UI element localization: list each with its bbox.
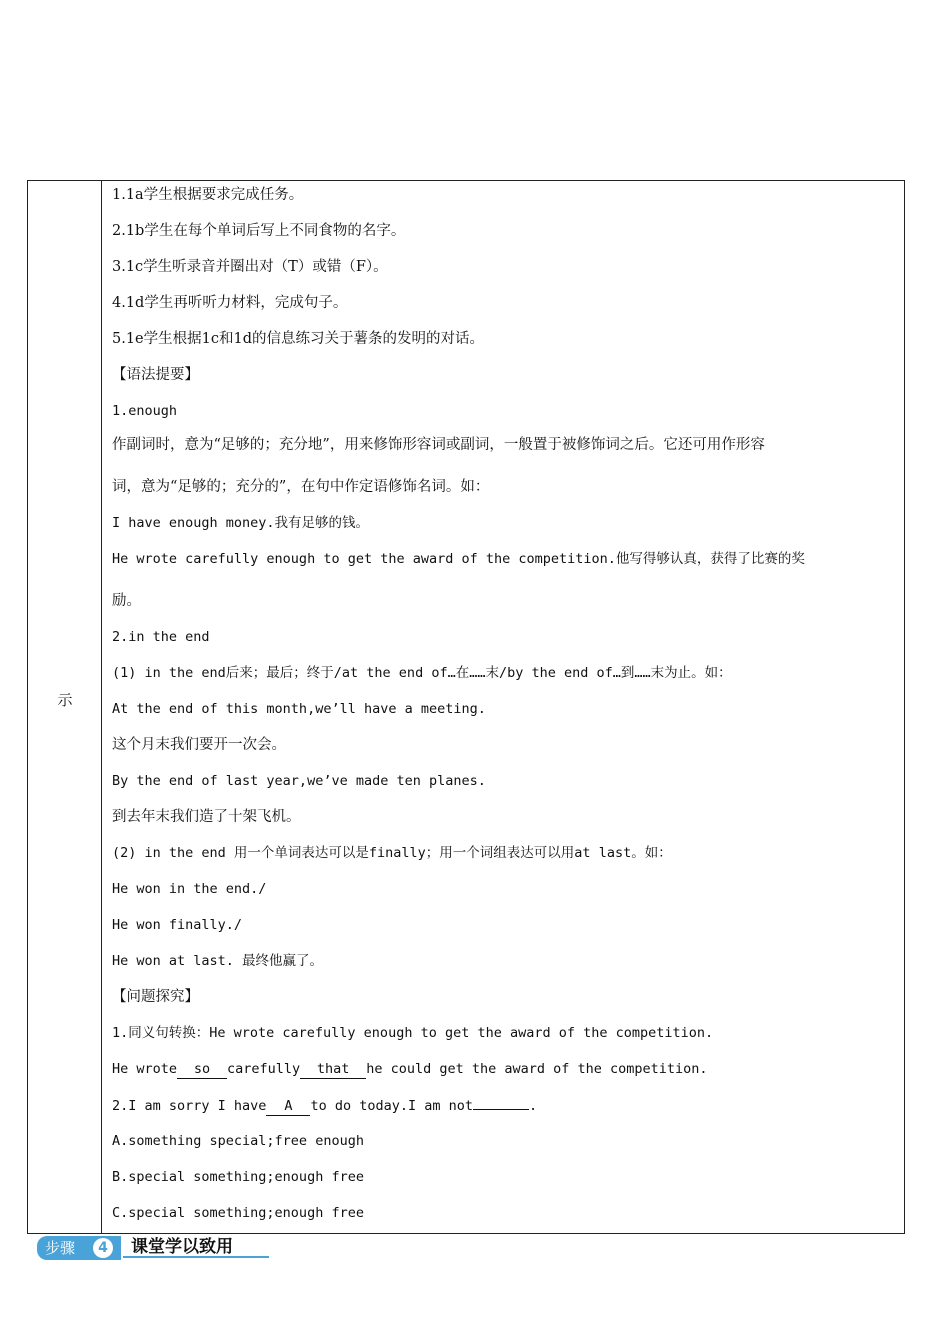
q2-end: . — [529, 1098, 538, 1114]
step-number-badge: 4 — [93, 1238, 113, 1258]
question-2 — [112, 1095, 537, 1116]
grammar-heading: 【语法提要】 — [112, 367, 199, 383]
option-a: A.something special;free enough — [112, 1133, 364, 1149]
task-line-2: 2.1b学生在每个单词后写上不同食物的名字。 — [112, 223, 406, 239]
left-column-label: 示 — [57, 691, 73, 709]
question-1-answer — [112, 1059, 708, 1079]
q1-answer-blank-1: so — [177, 1061, 227, 1079]
content-table — [27, 180, 905, 1234]
grammar-item-2-example-2-en: By the end of last year,we’ve made ten planes. — [112, 773, 486, 789]
q2-middle: to do today.I am not — [310, 1098, 473, 1114]
task-line-4: 4.1d学生再听听力材料，完成句子。 — [112, 295, 348, 311]
inquiry-heading: 【问题探究】 — [112, 989, 199, 1005]
grammar-item-2-example-4: He won finally./ — [112, 917, 243, 933]
grammar-item-1-example-1: I have enough money.我有足够的钱。 — [112, 515, 370, 531]
grammar-item-1-desc-a: 作副词时，意为“足够的；充分地”，用来修饰形容词或副词，一般置于被修饰词之后。它还可用作形容 — [112, 437, 765, 453]
question-1: 1.同义句转换：He wrote carefully enough to get the award of the competition. — [112, 1025, 714, 1041]
task-line-5: 5.1e学生根据1c和1d的信息练习关于薯条的发明的对话。 — [112, 331, 484, 347]
q1-answer-middle: carefully — [227, 1061, 301, 1077]
step-title: 课堂学以致用 — [123, 1236, 269, 1258]
q1-answer-suffix: he could get the award of the competition. — [366, 1061, 708, 1077]
step-header — [37, 1236, 269, 1260]
q2-empty-blank — [473, 1095, 529, 1110]
step-label: 步骤 — [45, 1239, 76, 1257]
grammar-item-2-example-3: He won in the end./ — [112, 881, 267, 897]
q1-answer-blank-2: that — [300, 1061, 366, 1079]
grammar-item-2-point-1: (1) in the end后来；最后；终于/at the end of…在……末/by the end of…到……末为止。如： — [112, 665, 732, 681]
task-line-1: 1.1a学生根据要求完成任务。 — [112, 187, 304, 203]
grammar-item-2-example-2-cn: 到去年末我们造了十架飞机。 — [112, 809, 301, 825]
grammar-item-2-title: 2.in the end — [112, 629, 210, 645]
grammar-item-2-example-1-en: At the end of this month,we’ll have a meeting. — [112, 701, 486, 717]
q2-answer-blank: A — [266, 1098, 310, 1116]
option-b: B.special something;enough free — [112, 1169, 364, 1185]
grammar-item-2-example-5: He won at last. 最终他赢了。 — [112, 953, 324, 969]
grammar-item-2-example-1-cn: 这个月末我们要开一次会。 — [112, 737, 286, 753]
grammar-item-1-example-2a: He wrote carefully enough to get the award of the competition.他写得够认真，获得了比赛的奖 — [112, 551, 805, 567]
option-c: C.special something;enough free — [112, 1205, 364, 1221]
grammar-item-1-desc-b: 词，意为“足够的；充分的”，在句中作定语修饰名词。如： — [112, 479, 490, 495]
grammar-item-1-title: 1.enough — [112, 403, 178, 419]
task-line-3: 3.1c学生听录音并圈出对（T）或错（F）。 — [112, 259, 388, 275]
q2-prefix: 2.I am sorry I have — [112, 1098, 267, 1114]
grammar-item-2-point-2: (2) in the end 用一个单词表达可以是finally；用一个词组表达可以用at last。如： — [112, 845, 672, 861]
left-column — [28, 181, 102, 1233]
grammar-item-1-example-2b: 励。 — [112, 593, 141, 609]
q1-answer-prefix: He wrote — [112, 1061, 178, 1077]
